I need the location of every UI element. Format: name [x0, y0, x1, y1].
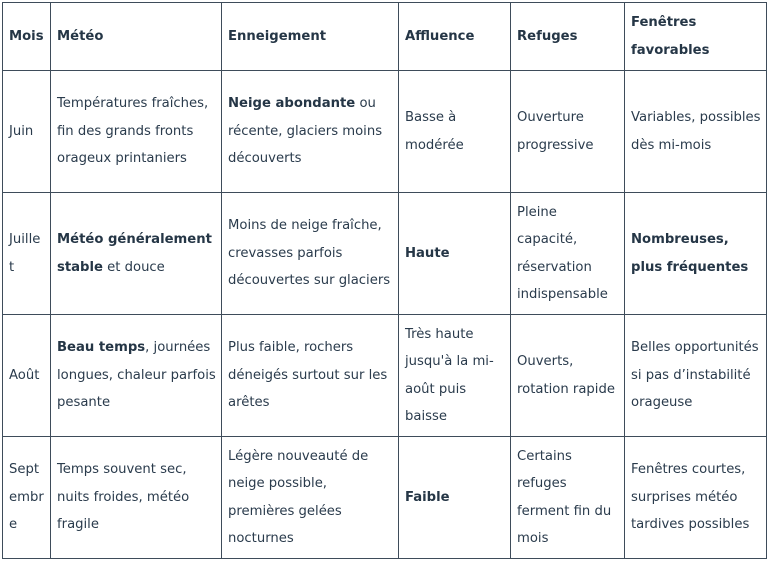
season-comparison-table: [2, 2, 767, 559]
cell-enneigement: Légère nouveauté de neige possible, premières gelées nocturnes: [222, 437, 399, 559]
cell-fenetres: Fenêtres courtes, surprises météo tardives possibles: [625, 437, 767, 559]
header-fenetres: Fenêtres favorables: [625, 3, 767, 71]
cell-enneigement: Plus faible, rochers déneigés surtout sur les arêtes: [222, 315, 399, 437]
cell-fenetres: Variables, possibles dès mi-mois: [625, 71, 767, 193]
cell-meteo: Temps souvent sec, nuits froides, météo fragile: [51, 437, 222, 559]
cell-enneigement: Neige abondante ou récente, glaciers moins découverts: [222, 71, 399, 193]
cell-refuges: Ouverts, rotation rapide: [511, 315, 625, 437]
cell-meteo: Températures fraîches, fin des grands fronts orageux printaniers: [51, 71, 222, 193]
cell-mois: Août: [3, 315, 51, 437]
header-affluence: Affluence: [399, 3, 511, 71]
cell-affluence: Haute: [399, 193, 511, 315]
cell-mois: Juillet: [3, 193, 51, 315]
cell-refuges: Pleine capacité, réservation indispensable: [511, 193, 625, 315]
table-row: [3, 437, 767, 559]
header-refuges: Refuges: [511, 3, 625, 71]
cell-affluence: Très haute jusqu'à la mi-août puis baisse: [399, 315, 511, 437]
cell-mois: Septembre: [3, 437, 51, 559]
cell-refuges: Ouverture progressive: [511, 71, 625, 193]
header-meteo: Météo: [51, 3, 222, 71]
header-row: [3, 3, 767, 71]
cell-affluence: Basse à modérée: [399, 71, 511, 193]
table-row: [3, 71, 767, 193]
table-row: [3, 315, 767, 437]
cell-affluence: Faible: [399, 437, 511, 559]
cell-fenetres: Belles opportunités si pas d’instabilité orageuse: [625, 315, 767, 437]
header-mois: Mois: [3, 3, 51, 71]
cell-fenetres: Nombreuses, plus fréquentes: [625, 193, 767, 315]
cell-meteo: Météo généralement stable et douce: [51, 193, 222, 315]
header-enneigement: Enneigement: [222, 3, 399, 71]
cell-enneigement: Moins de neige fraîche, crevasses parfois découvertes sur glaciers: [222, 193, 399, 315]
cell-refuges: Certains refuges ferment fin du mois: [511, 437, 625, 559]
cell-meteo: Beau temps, journées longues, chaleur parfois pesante: [51, 315, 222, 437]
cell-mois: Juin: [3, 71, 51, 193]
table-row: [3, 193, 767, 315]
